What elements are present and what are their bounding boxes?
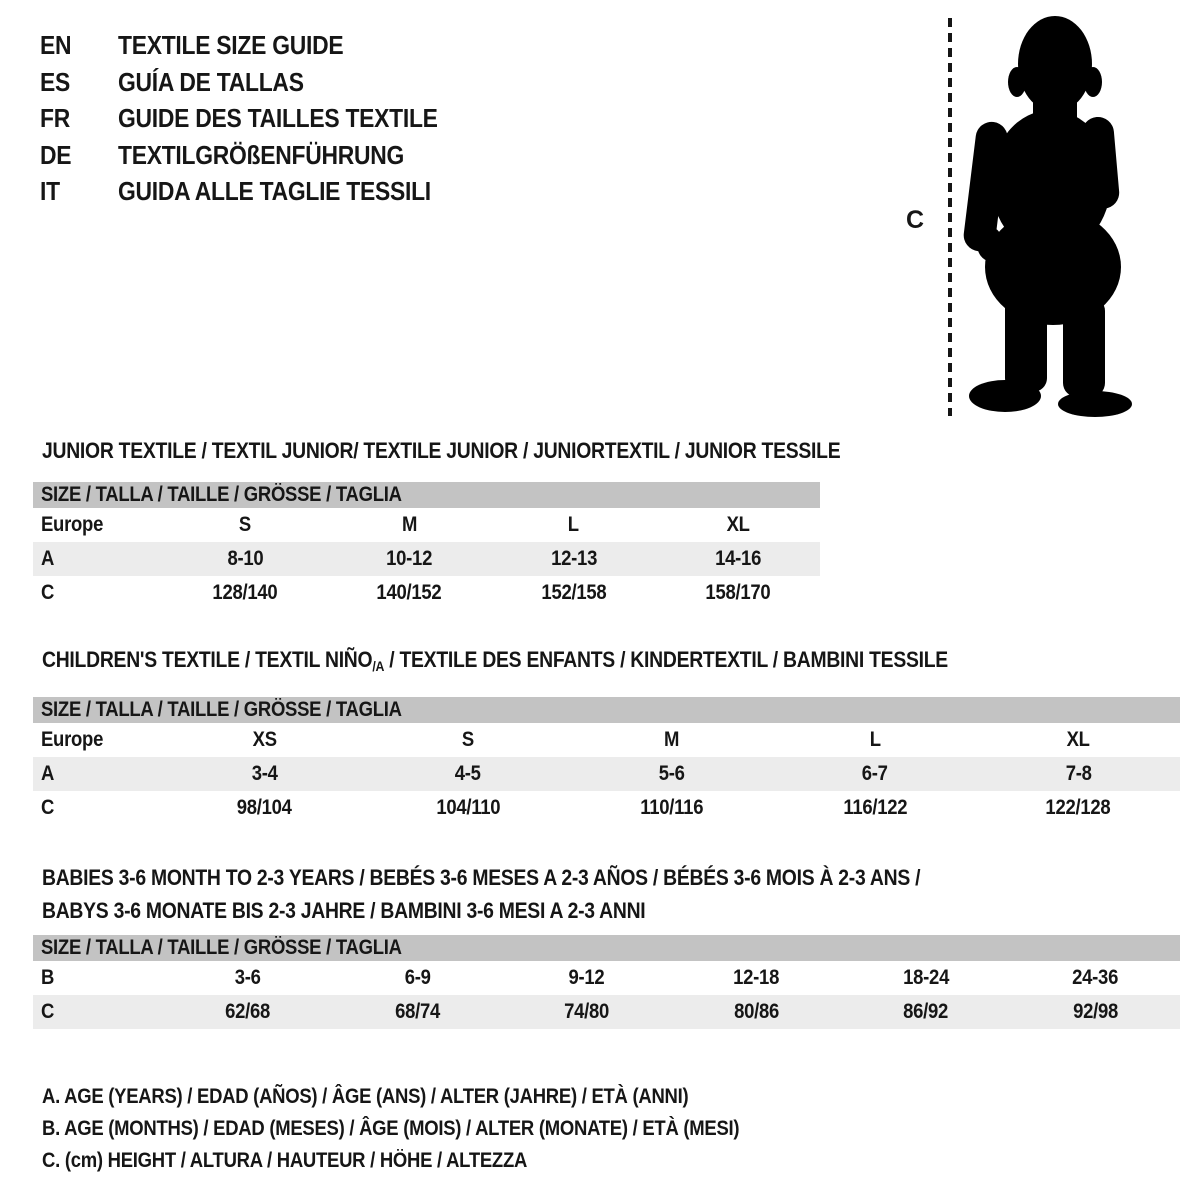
height-cell: 86/92 <box>903 1000 949 1023</box>
row-label: Europe <box>41 728 104 751</box>
footnote-c: C. (cm) HEIGHT / ALTURA / HAUTEUR / HÖHE / ALTEZZA <box>42 1149 528 1172</box>
table-row-height <box>33 576 820 610</box>
language-row <box>40 176 481 213</box>
months-cell: 9-12 <box>568 966 605 989</box>
age-cell: 4-5 <box>455 762 482 785</box>
height-cell: 62/68 <box>225 1000 271 1023</box>
language-row <box>40 103 481 140</box>
size-header-bar <box>33 482 820 508</box>
height-cell: 128/140 <box>212 581 278 604</box>
language-code: ES <box>40 66 71 97</box>
nino-a-subscript: /A <box>372 658 385 674</box>
section-title <box>42 438 1180 464</box>
size-cell: S <box>239 513 252 536</box>
table-row-height <box>33 995 1180 1029</box>
footnote-b: B. AGE (MONTHS) / EDAD (MESES) / ÂGE (MOIS) / ALTER (MONATE) / ETÀ (MESI) <box>42 1117 740 1140</box>
size-cell: XL <box>726 513 750 536</box>
header-area <box>0 0 1200 430</box>
months-cell: 3-6 <box>234 966 261 989</box>
months-cell: 6-9 <box>404 966 431 989</box>
height-cell: 158/170 <box>705 581 771 604</box>
row-label: B <box>41 966 55 989</box>
language-label: GUIDE DES TAILLES TEXTILE <box>118 103 438 133</box>
size-cell: S <box>462 728 475 751</box>
age-cell: 3-4 <box>251 762 278 785</box>
language-label: GUÍA DE TALLAS <box>118 66 304 97</box>
row-label: C <box>41 581 55 604</box>
row-label: A <box>41 762 55 785</box>
table-row-europe <box>33 508 820 542</box>
size-cell: M <box>401 513 417 536</box>
height-cell: 98/104 <box>237 796 293 819</box>
section-junior <box>33 430 1180 610</box>
height-cell: 110/116 <box>640 796 703 819</box>
dimension-label-c: C <box>906 206 925 234</box>
language-row <box>40 67 481 104</box>
table-row-months <box>33 961 1180 995</box>
height-cell: 104/110 <box>436 796 501 819</box>
size-header-label: SIZE / TALLA / TAILLE / GRÖSSE / TAGLIA <box>41 483 402 506</box>
height-dimension-line <box>948 18 952 416</box>
language-code: IT <box>40 176 60 206</box>
age-cell: 5-6 <box>658 762 685 785</box>
table-row-age <box>33 757 1180 791</box>
table-row-europe <box>33 723 1180 757</box>
size-header-label: SIZE / TALLA / TAILLE / GRÖSSE / TAGLIA <box>41 936 402 959</box>
language-code: DE <box>40 139 72 170</box>
children-size-table <box>33 697 1180 825</box>
language-list <box>40 30 481 213</box>
language-label: GUIDA ALLE TAGLIE TESSILI <box>118 176 431 206</box>
age-cell: 14-16 <box>714 547 761 570</box>
language-label: TEXTILE SIZE GUIDE <box>118 30 344 60</box>
months-cell: 18-24 <box>902 966 949 989</box>
size-cell: L <box>568 513 580 536</box>
row-label: Europe <box>41 513 104 536</box>
language-code: EN <box>40 30 72 60</box>
language-row <box>40 30 481 67</box>
height-cell: 92/98 <box>1072 1000 1118 1023</box>
size-cell: XS <box>252 728 277 751</box>
table-row-height <box>33 791 1180 825</box>
months-cell: 12-18 <box>733 966 780 989</box>
junior-size-table <box>33 482 820 610</box>
babies-size-table <box>33 935 1180 1029</box>
row-label: C <box>41 796 55 819</box>
age-cell: 8-10 <box>227 547 264 570</box>
size-cell: XL <box>1066 728 1090 751</box>
months-cell: 24-36 <box>1072 966 1119 989</box>
height-cell: 116/122 <box>842 796 907 819</box>
height-cell: 80/86 <box>733 1000 779 1023</box>
height-cell: 140/152 <box>376 581 442 604</box>
age-cell: 6-7 <box>861 762 888 785</box>
row-label: C <box>41 1000 55 1023</box>
age-cell: 10-12 <box>386 547 433 570</box>
section-title-text: CHILDREN'S TEXTILE / TEXTIL NIÑO/A / TEXTILE DES ENFANTS / KINDERTEXTIL / BAMBINI TESSILE <box>42 647 948 674</box>
row-label: A <box>41 547 55 570</box>
height-cell: 74/80 <box>564 1000 610 1023</box>
toddler-silhouette-icon <box>963 12 1138 417</box>
section-title-line1: BABIES 3-6 MONTH TO 2-3 YEARS / BEBÉS 3-6 MESES A 2-3 AÑOS / BÉBÉS 3-6 MOIS À 2-3 ANS / <box>42 865 921 890</box>
section-title <box>42 647 1180 679</box>
language-label: TEXTILGRÖßENFÜHRUNG <box>118 139 405 170</box>
size-cell: M <box>663 728 680 751</box>
size-cell: L <box>869 728 881 751</box>
language-code: FR <box>40 103 70 133</box>
language-row <box>40 140 481 177</box>
footnote-a: A. AGE (YEARS) / EDAD (AÑOS) / ÂGE (ANS) / ALTER (JAHRE) / ETÀ (ANNI) <box>42 1085 689 1108</box>
section-title-line2: BABYS 3-6 MONATE BIS 2-3 JAHRE / BAMBINI 3-6 MESI A 2-3 ANNI <box>42 898 646 923</box>
height-cell: 122/128 <box>1045 796 1111 819</box>
section-title-text: JUNIOR TEXTILE / TEXTIL JUNIOR/ TEXTILE JUNIOR / JUNIORTEXTIL / JUNIOR TESSILE <box>42 438 841 463</box>
size-header-label: SIZE / TALLA / TAILLE / GRÖSSE / TAGLIA <box>41 698 402 721</box>
size-header-bar <box>33 935 1180 961</box>
table-row-age <box>33 542 820 576</box>
age-cell: 7-8 <box>1065 762 1092 785</box>
size-header-bar <box>33 697 1180 723</box>
age-cell: 12-13 <box>550 547 597 570</box>
section-babies <box>33 861 1180 1029</box>
height-cell: 152/158 <box>541 581 607 604</box>
legend-footnotes <box>42 1081 1200 1177</box>
section-title <box>42 861 1180 927</box>
section-children <box>33 647 1180 825</box>
height-cell: 68/74 <box>394 1000 440 1023</box>
